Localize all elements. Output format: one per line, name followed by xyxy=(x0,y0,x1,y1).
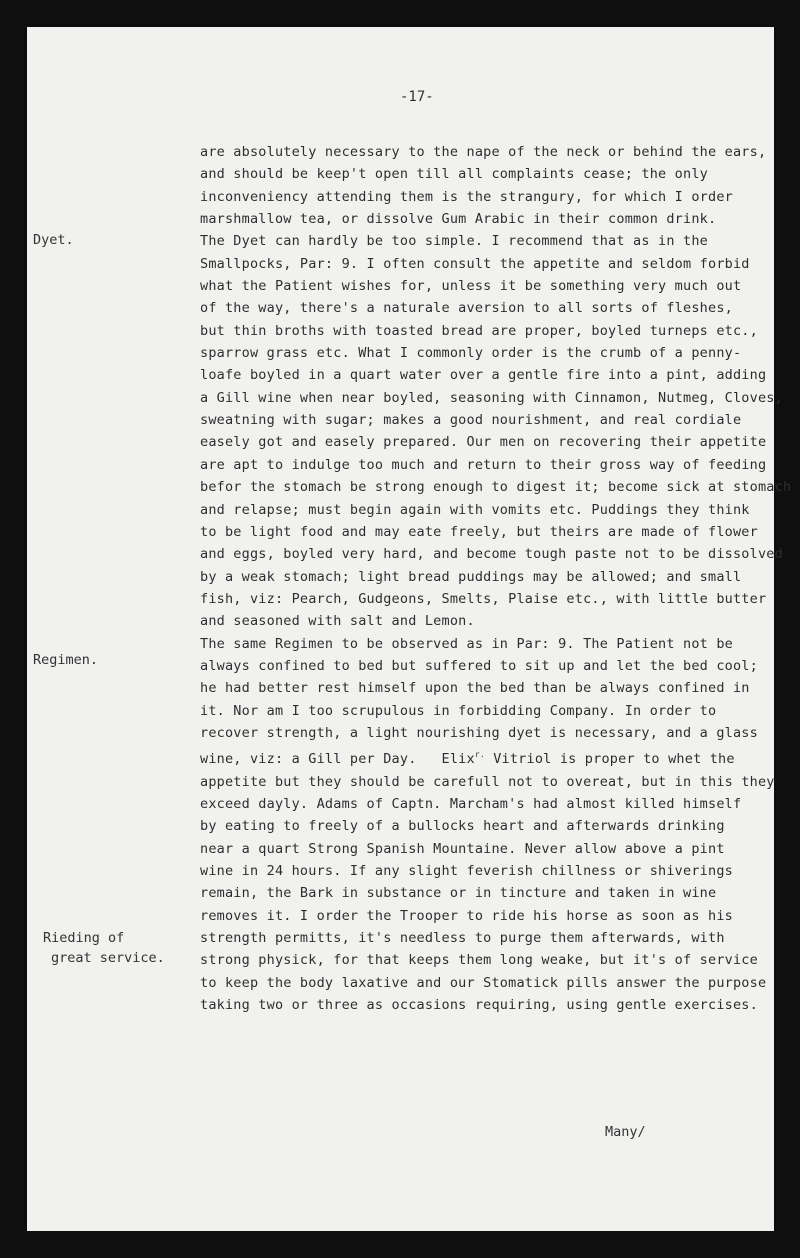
margin-note-great-service: great service. xyxy=(51,950,165,966)
text-line: near a quart Strong Spanish Mountaine. Never allow above a pint xyxy=(200,840,725,857)
text-line: fish, viz: Pearch, Gudgeons, Smelts, Plaise etc., with little butter xyxy=(200,590,767,607)
catchword: Many/ xyxy=(605,1124,646,1140)
text-line: and seasoned with salt and Lemon. xyxy=(200,613,475,630)
text-line: to be light food and may eate freely, but theirs are made of flower xyxy=(200,523,758,540)
text-line: taking two or three as occasions requiring, using gentle exercises. xyxy=(200,997,758,1014)
margin-note-dyet: Dyet. xyxy=(33,232,74,248)
page-number: -17- xyxy=(400,89,434,105)
text-line: befor the stomach be strong enough to digest it; become sick at stomach xyxy=(200,479,792,496)
text-line: it. Nor am I too scrupulous in forbidding Company. In order to xyxy=(200,702,717,719)
elixir-superscript: r. xyxy=(474,750,485,760)
text-line: and should be keep't open till all complaints cease; the only xyxy=(200,166,708,183)
text-line: easely got and easely prepared. Our men on recovering their appetite xyxy=(200,434,767,451)
text-line: by a weak stomach; light bread puddings may be allowed; and small xyxy=(200,568,742,585)
text-line: The same Regimen to be observed as in Par: 9. The Patient not be xyxy=(200,635,733,652)
text-line: are apt to indulge too much and return to their gross way of feeding xyxy=(200,456,767,473)
text-line: what the Patient wishes for, unless it be something very much out xyxy=(200,278,742,295)
text-line: strength permitts, it's needless to purge them afterwards, with xyxy=(200,930,725,947)
text-line: and relapse; must begin again with vomits etc. Puddings they think xyxy=(200,501,750,518)
text-line: recover strength, a light nourishing dyet is necessary, and a glass xyxy=(200,724,758,741)
text-line-elixir xyxy=(200,744,760,770)
text-line: removes it. I order the Trooper to ride his horse as soon as his xyxy=(200,907,733,924)
text-line: sweatning with sugar; makes a good nourishment, and real cordiale xyxy=(200,412,742,429)
text-segment: wine, viz: a Gill per Day. xyxy=(200,751,417,768)
text-line: and eggs, boyled very hard, and become tough paste not to be dissolved xyxy=(200,546,783,563)
text-line: he had better rest himself upon the bed than be always confined in xyxy=(200,680,750,697)
text-line: inconveniency attending them is the strangury, for which I order xyxy=(200,188,733,205)
elixir-suffix: Vitriol is proper to whet the xyxy=(484,751,735,768)
text-line: by eating to freely of a bullocks heart and afterwards drinking xyxy=(200,818,725,835)
text-line: are absolutely necessary to the nape of the neck or behind the ears, xyxy=(200,144,767,160)
text-line: Smallpocks, Par: 9. I often consult the appetite and seldom forbid xyxy=(200,255,750,272)
body-text xyxy=(200,141,792,1016)
text-line: strong physick, for that keeps them long weake, but it's of service xyxy=(200,952,758,969)
text-line: to keep the body laxative and our Stomatick pills answer the purpose xyxy=(200,974,767,991)
text-line: remain, the Bark in substance or in tincture and taken in wine xyxy=(200,885,717,902)
text-line: The Dyet can hardly be too simple. I recommend that as in the xyxy=(200,233,708,250)
margin-note-regimen: Regimen. xyxy=(33,652,99,668)
text-line: sparrow grass etc. What I commonly order is the crumb of a penny- xyxy=(200,345,742,362)
margin-note-rieding: Rieding of xyxy=(43,930,125,946)
text-line: wine in 24 hours. If any slight feverish chillness or shiverings xyxy=(200,863,733,879)
text-line: exceed dayly. Adams of Captn. Marcham's had almost killed himself xyxy=(200,795,742,812)
text-line: but thin broths with toasted bread are proper, boyled turneps etc., xyxy=(200,322,758,339)
elixir-prefix: Elix xyxy=(441,751,475,768)
text-line: loafe boyled in a quart water over a gentle fire into a pint, adding xyxy=(200,367,767,384)
text-line: a Gill wine when near boyled, seasoning with Cinnamon, Nutmeg, Cloves, xyxy=(200,389,783,406)
text-line: marshmallow tea, or dissolve Gum Arabic in their common drink. xyxy=(200,211,717,228)
text-line: of the way, there's a naturale aversion to all sorts of fleshes, xyxy=(200,300,733,317)
text-line: always confined to bed but suffered to sit up and let the bed cool; xyxy=(200,657,758,674)
text-line: appetite but they should be carefull not to overeat, but in this they xyxy=(200,773,775,790)
